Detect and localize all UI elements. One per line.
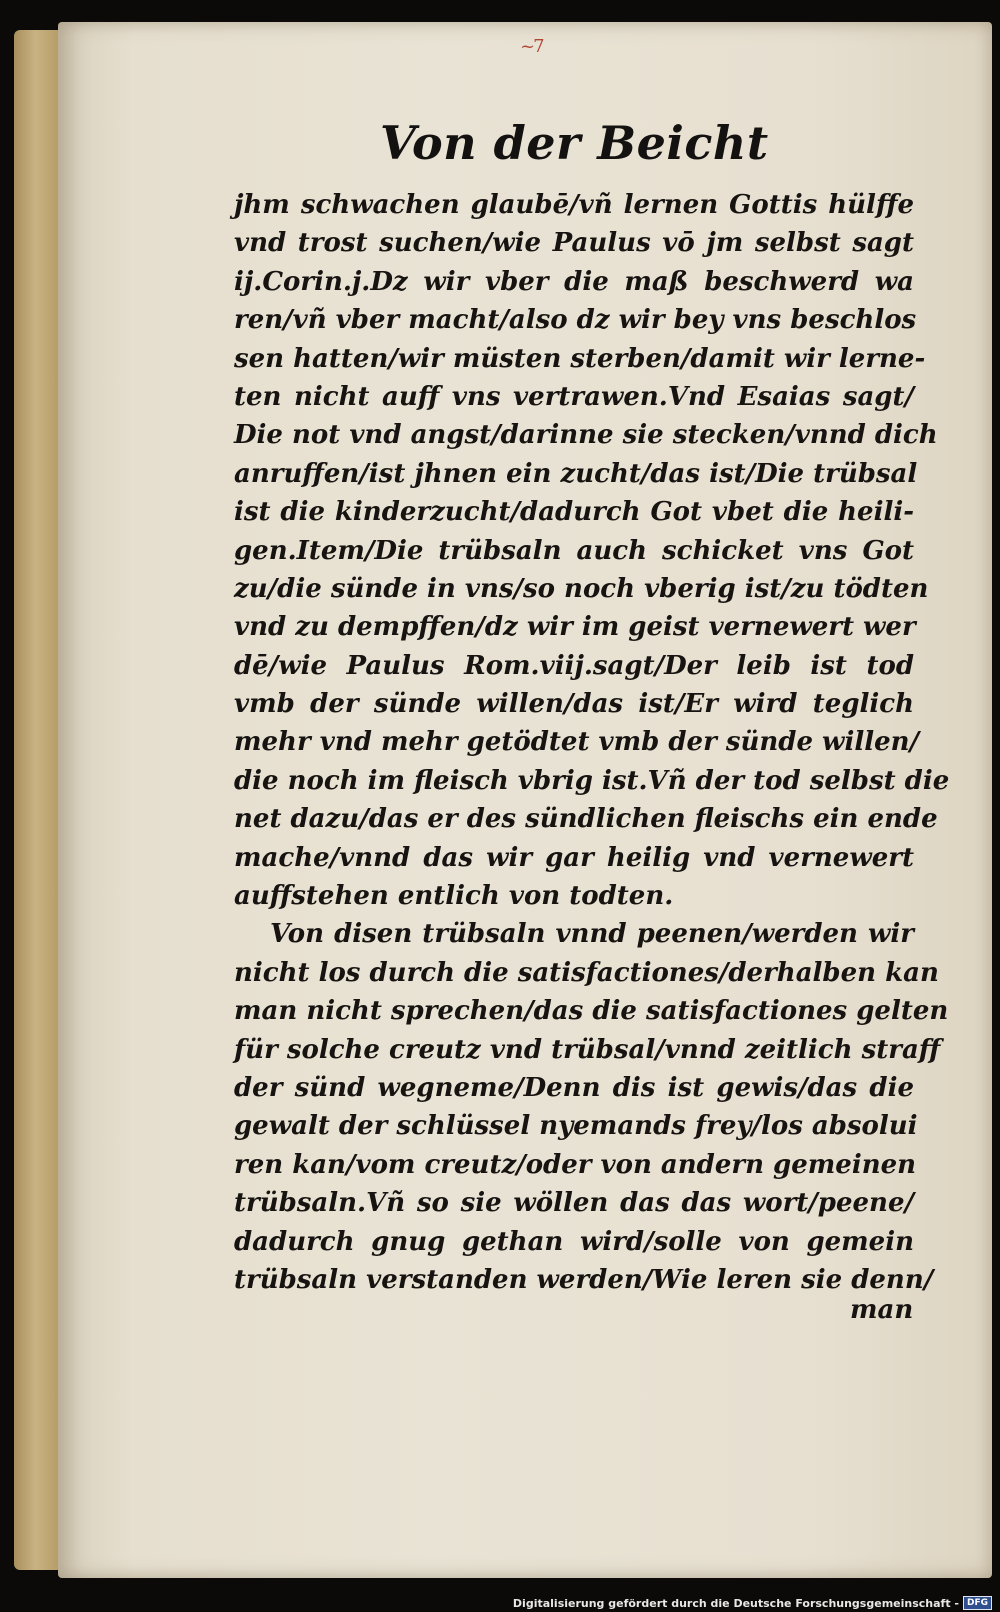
text-line: Die not vnd angst/darinne sie stecken/vnnd dich [234,420,938,451]
digitization-credit [513,1596,992,1610]
text-line: vmb der sünde willen/das ist/Er wird teglich [234,689,914,720]
text-line: ren kan/vom creutz/oder von andern gemeinen [234,1149,917,1180]
body-text [234,186,950,1299]
text-line: jhm schwachen glaubē/vñ lernen Gottis hülffe [234,190,914,220]
text-line: gen.Item/Die trübsaln auch schicket vns Got [234,535,914,566]
text-line: ij.Corin.j.Dz wir vber die maß beschwerd wa [234,266,914,297]
text-line: vnd trost suchen/wie Paulus vō jm selbst sagt [234,228,914,259]
catchword: man [850,1295,914,1325]
text-line: dē/wie Paulus Rom.viij.sagt/Der leib ist tod [234,650,914,681]
text-line: dadurch gnug gethan wird/solle von gemein [234,1226,914,1257]
text-line: für solche creutz vnd trübsal/vnnd zeitlich straff [234,1034,941,1065]
text-line: sen hatten/wir müsten sterben/damit wir lerne- [234,343,926,374]
text-line: man nicht sprechen/das die satisfactiones gelten [234,996,949,1027]
text-line: Von disen trübsaln vnnd peenen/werden wir [270,919,914,950]
text-line: der sünd wegneme/Denn dis ist gewis/das die [234,1072,914,1103]
text-line: trübsaln verstanden werden/Wie leren sie denn/ [234,1264,934,1295]
text-line: mache/vnnd das wir gar heilig vnd vernewert [234,842,914,873]
text-line: trübsaln.Vñ so sie wöllen das das wort/peene/ [234,1188,914,1219]
text-line: ten nicht auff vns vertrawen.Vnd Esaias sagt/ [234,381,914,412]
text-line: ren/vñ vber macht/also dz wir bey vns beschlos [234,305,917,336]
text-line: ist die kinderzucht/dadurch Got vbet die heili- [234,497,914,528]
text-line: auffstehen entlich von todten. [234,881,674,912]
text-line: vnd zu dempffen/dz wir im geist vernewert wer [234,612,916,643]
text-line: gewalt der schlüssel nyemands frey/los absolui [234,1111,918,1142]
text-line: mehr vnd mehr getödtet vmb der sünde willen/ [234,727,920,758]
credit-text: Digitalisierung gefördert durch die Deutsche Forschungsgemeinschaft - [512,1596,959,1610]
text-line: net dazu/das er des sündlichen fleischs ein ende [234,804,938,835]
text-line: nicht los durch die satisfactiones/derhalben kan [234,957,939,988]
page-mark: ~7 [520,36,543,57]
dfg-logo: DFG [963,1596,992,1610]
text-line: zu/die sünde in vns/so noch vberig ist/zu tödten [234,573,929,604]
text-line: die noch im fleisch vbrig ist.Vñ der tod selbst die [234,765,950,796]
text-line: anruffen/ist jhnen ein zucht/das ist/Die trübsal [234,458,918,489]
running-header: Von der Beicht [380,116,769,170]
